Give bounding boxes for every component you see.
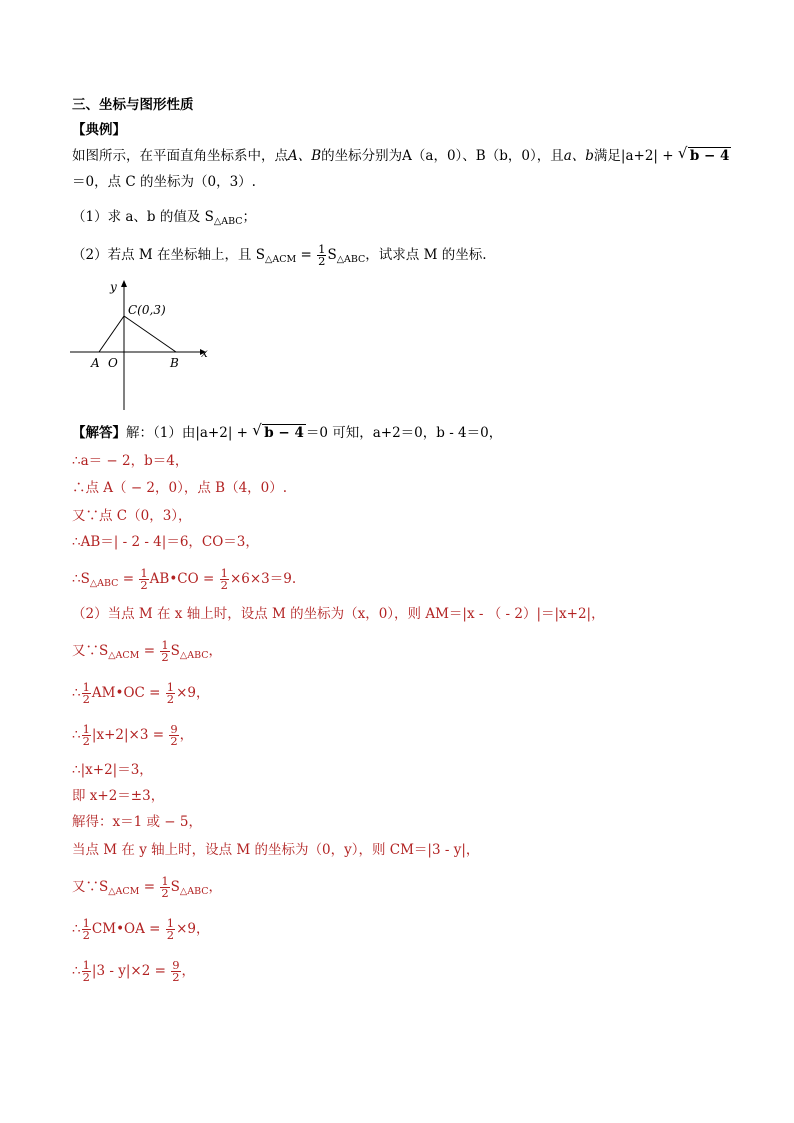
origin-label: O [108, 356, 118, 370]
section-title: 三、坐标与图形性质 [72, 97, 194, 113]
solution-line-14: 当点 M 在 y 轴上时，设点 M 的坐标为（0，y），则 CM＝|3 - y|， [72, 842, 480, 858]
question-2: （2）若点 M 在坐标轴上，且 $S_{\triangle ACM}$ = $\frac{1}{2}$ $S_{\triangle ABC}$，试求点 M 的坐标. [72, 242, 487, 268]
point-b-label: B [170, 356, 179, 370]
solution-line-13: 解得：x＝1 或 − 5， [72, 814, 202, 830]
sqrt-symbol: √ b − 4 [252, 423, 306, 443]
solution-line-4: 又∵点 C（0，3）， [72, 508, 192, 524]
example-tag: 【典例】 [72, 122, 126, 138]
solution-line-7: （2）当点 M 在 x 轴上时，设点 M 的坐标为（x，0），则 AM＝|x - （ - 2）|＝|x+2|， [72, 606, 605, 622]
solution-line-17: ∴ $\frac{1}{2}$ |3 - y|×2 = $\frac{9}{2}$ ， [72, 958, 196, 984]
solution-line-8: 又$\because S_{\triangle ACM}$ = $\frac{1}{2}$ $S_{\triangle ABC}$， [72, 638, 222, 664]
point-c-label: C(0,3) [128, 303, 166, 317]
solution-line-15: 又$\because S_{\triangle ACM}$ = $\frac{1}{2}$ $S_{\triangle ABC}$， [72, 874, 222, 900]
solution-line-2: ∴a＝ − 2，b＝4， [72, 453, 189, 469]
solution-line-6: $\therefore S_{\triangle ABC}$ = $\frac{1}{2}$ AB•CO = $\frac{1}{2}$ ×6×3＝9. [72, 566, 297, 592]
coordinate-figure [68, 276, 218, 414]
solution-line-10: ∴ $\frac{1}{2}$ |x+2|×3 = $\frac{9}{2}$ ， [72, 722, 194, 748]
solution-line-16: ∴ $\frac{1}{2}$ CM•OA = $\frac{1}{2}$ ×9， [72, 916, 210, 942]
solution-line-9: ∴ $\frac{1}{2}$ AM•OC = $\frac{1}{2}$ ×9， [72, 680, 210, 706]
solution-line-1: 【解答】解：（1）由|a+2| + √ b − 4 ＝0 可知，a+2＝0，b - 4＝0， [72, 423, 502, 443]
point-a-label: A [91, 356, 100, 370]
solution-line-3: ∴点 A（ − 2，0），点 B（4，0）. [72, 480, 288, 496]
solution-line-11: ∴|x+2|＝3， [72, 762, 153, 778]
problem-line-2: ＝0，点 C 的坐标为（0，3）. [72, 174, 256, 190]
problem-line-1: 如图所示，在平面直角坐标系中，点A、B的坐标分别为A（a，0）、B（b，0），且a、b满足|a+2| + √ b − 4 [72, 146, 731, 166]
question-1: （1）求 a、b 的值及 $S_{\triangle ABC}$； [72, 209, 256, 227]
y-axis-label: y [110, 280, 117, 294]
solution-line-5: ∴AB＝| - 2 - 4|＝6，CO＝3， [72, 534, 259, 550]
solution-line-12: 即 x+2＝±3， [72, 788, 165, 804]
sqrt-symbol: √ b − 4 [678, 146, 732, 166]
x-axis-label: x [201, 346, 208, 360]
